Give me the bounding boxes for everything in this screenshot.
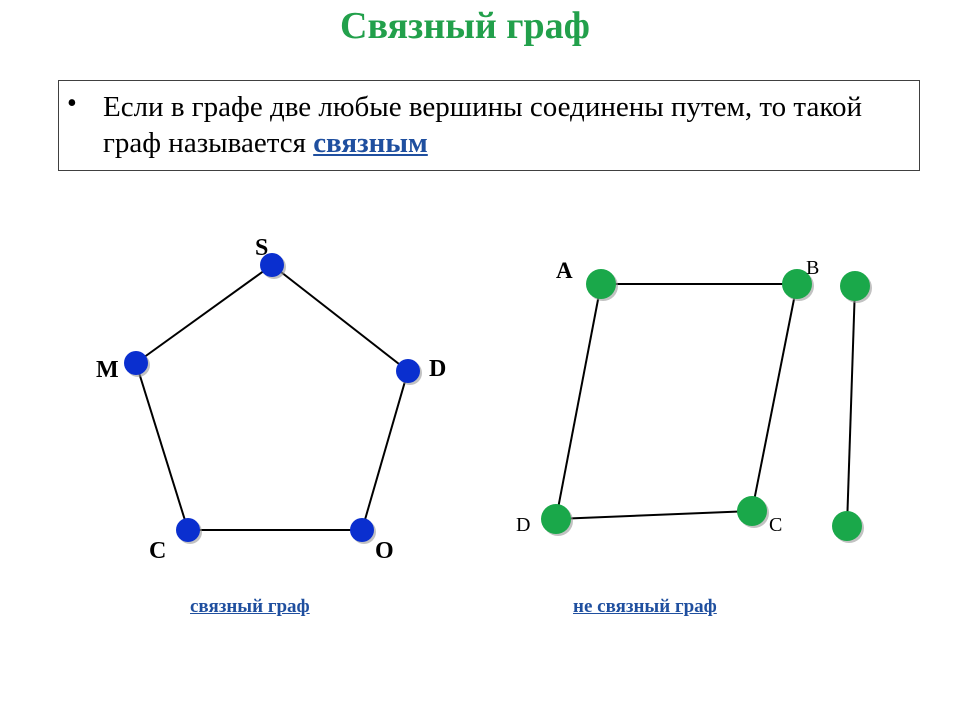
node-label-s: S — [255, 235, 269, 261]
node-d — [396, 359, 420, 383]
node-label-b: B — [806, 257, 820, 279]
caption-disconnected: не связный граф — [573, 596, 717, 617]
caption-connected: связный граф — [190, 596, 310, 617]
edge-s-m — [136, 265, 272, 363]
node-label-d: D — [429, 356, 447, 382]
edge-d-o — [362, 371, 408, 530]
node-o — [350, 518, 374, 542]
node-label-o: O — [375, 538, 394, 564]
edge2-a-d — [556, 284, 601, 519]
page-title: Связный граф — [340, 5, 590, 47]
edge-m-c — [136, 363, 188, 530]
node2-e — [840, 271, 870, 301]
edge-s-d — [272, 265, 408, 371]
node2-a — [586, 269, 616, 299]
node-label-a: A — [556, 258, 573, 283]
node-m — [124, 351, 148, 375]
node2-d — [541, 504, 571, 534]
node-label-c2: C — [769, 514, 783, 536]
node2-f — [832, 511, 862, 541]
node2-c — [737, 496, 767, 526]
edge2-e-f — [847, 286, 855, 526]
definition-term: связным — [313, 127, 428, 159]
bullet-icon: • — [67, 88, 77, 119]
definition-body: Если в графе две любые вершины соединены путем, то такой граф называется — [103, 91, 862, 159]
node-label-m: M — [96, 357, 119, 383]
edge2-b-c — [752, 284, 797, 511]
node-c — [176, 518, 200, 542]
node-label-c: C — [149, 538, 167, 564]
node-label-d2: D — [516, 514, 531, 536]
edge2-d-c — [556, 511, 752, 519]
